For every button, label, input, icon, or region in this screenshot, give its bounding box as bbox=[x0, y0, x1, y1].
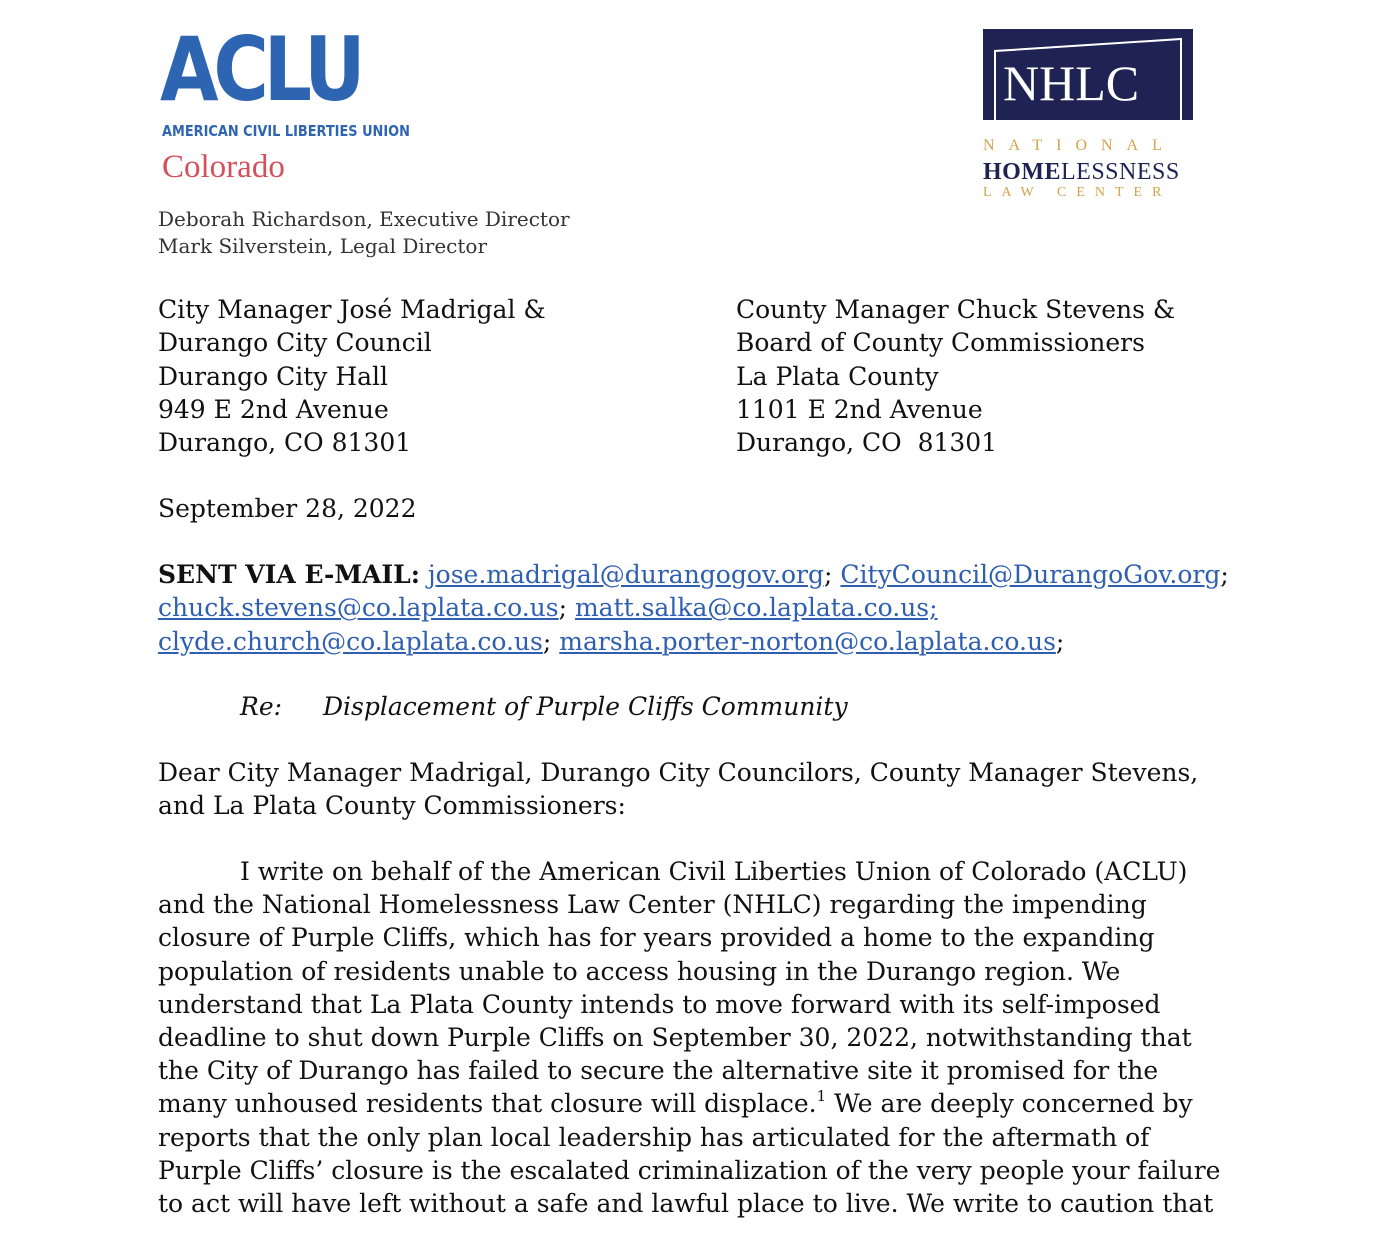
nhlc-logo bbox=[983, 29, 1195, 209]
body-line: and the National Homelessness Law Center (NHLC) regarding the impending bbox=[158, 890, 1147, 920]
letter-date: September 28, 2022 bbox=[158, 494, 417, 523]
nhlc-name-line-2 bbox=[983, 158, 1180, 186]
address-line: 1101 E 2nd Avenue bbox=[736, 394, 983, 424]
sent-via-email-block bbox=[158, 558, 1238, 658]
body-line: reports that the only plan local leadership has articulated for the aftermath of bbox=[158, 1122, 1150, 1152]
address-line: Durango City Hall bbox=[158, 361, 389, 391]
body-line-text: many unhoused residents that closure will displace. bbox=[158, 1089, 817, 1119]
body-paragraph bbox=[158, 855, 1220, 1220]
nhlc-name-line-1: NATIONAL bbox=[983, 137, 1176, 154]
aclu-affiliate-name: Colorado bbox=[162, 149, 285, 185]
nhlc-name-bold: HOME bbox=[983, 159, 1061, 185]
body-line: closure of Purple Cliffs, which has for years provided a home to the expanding bbox=[158, 923, 1155, 953]
address-line: Board of County Commissioners bbox=[736, 328, 1145, 358]
body-line: the City of Durango has failed to secure the alternative site it promised for the bbox=[158, 1056, 1159, 1086]
body-line: I write on behalf of the American Civil Liberties Union of Colorado (ACLU) bbox=[240, 857, 1188, 886]
email-link-marsha-porter-norton[interactable]: marsha.porter-norton@co.laplata.co.us bbox=[559, 626, 1056, 656]
recipient-address-county bbox=[736, 293, 1175, 459]
address-line: City Manager José Madrigal & bbox=[158, 295, 546, 324]
body-line: understand that La Plata County intends to move forward with its self-imposed bbox=[158, 989, 1161, 1019]
body-line bbox=[158, 1087, 1220, 1120]
nhlc-logo-box bbox=[983, 29, 1193, 120]
sent-via-label: SENT VIA E-MAIL: bbox=[158, 560, 420, 589]
email-link-chuck-stevens[interactable]: chuck.stevens@co.laplata.co.us bbox=[158, 593, 559, 623]
nhlc-name-line-3: LAW CENTER bbox=[983, 185, 1172, 200]
email-link-matt-salka[interactable]: matt.salka@co.laplata.co.us; bbox=[574, 593, 938, 623]
salutation-line: and La Plata County Commissioners: bbox=[158, 791, 626, 821]
sent-via-line: chuck.stevens@co.laplata.co.us; matt.salka@co.laplata.co.us; bbox=[158, 593, 938, 623]
re-line bbox=[240, 690, 848, 723]
address-line: Durango, CO 81301 bbox=[158, 428, 412, 458]
address-line: 949 E 2nd Avenue bbox=[158, 394, 389, 424]
email-link-city-council[interactable]: CityCouncil@DurangoGov.org bbox=[840, 560, 1221, 589]
nhlc-abbreviation: NHLC bbox=[1003, 55, 1140, 111]
officer-executive-director: Deborah Richardson, Executive Director bbox=[158, 207, 570, 231]
email-link-jose-madrigal[interactable]: jose.madrigal@durangogov.org bbox=[427, 560, 825, 589]
sent-via-line: clyde.church@co.laplata.co.us; marsha.porter-norton@co.laplata.co.us; bbox=[158, 626, 1065, 656]
body-line: to act will have left without a safe and lawful place to live. We write to caution that bbox=[158, 1188, 1214, 1218]
officer-legal-director: Mark Silverstein, Legal Director bbox=[158, 234, 488, 258]
aclu-wordmark: ACLU bbox=[160, 18, 361, 121]
sent-via-line: SENT VIA E-MAIL: jose.madrigal@durangogov.org; CityCouncil@DurangoGov.org; bbox=[158, 560, 1229, 589]
address-line: La Plata County bbox=[736, 361, 939, 391]
nhlc-name-rest: LESSNESS bbox=[1061, 159, 1180, 185]
salutation-line: Dear City Manager Madrigal, Durango City Councilors, County Manager Stevens, bbox=[158, 758, 1199, 787]
email-link-clyde-church[interactable]: clyde.church@co.laplata.co.us bbox=[158, 626, 543, 656]
aclu-subtitle: AMERICAN CIVIL LIBERTIES UNION bbox=[162, 122, 410, 140]
body-line: population of residents unable to access housing in the Durango region. We bbox=[158, 956, 1121, 986]
body-line: deadline to shut down Purple Cliffs on September 30, 2022, notwithstanding that bbox=[158, 1022, 1192, 1052]
address-line: County Manager Chuck Stevens & bbox=[736, 295, 1176, 324]
aclu-colorado-logo bbox=[160, 18, 410, 186]
address-line: Durango, CO 81301 bbox=[736, 428, 998, 458]
re-label: Re: bbox=[240, 692, 283, 721]
body-line: Purple Cliffs’ closure is the escalated criminalization of the very people your failure bbox=[158, 1155, 1221, 1185]
address-line: Durango City Council bbox=[158, 328, 432, 358]
salutation bbox=[158, 756, 1198, 823]
re-subject: Displacement of Purple Cliffs Community bbox=[323, 692, 848, 721]
footnote-marker[interactable]: 1 bbox=[816, 1086, 827, 1105]
body-line-text: We are deeply concerned by bbox=[826, 1089, 1193, 1119]
recipient-address-city bbox=[158, 293, 546, 459]
